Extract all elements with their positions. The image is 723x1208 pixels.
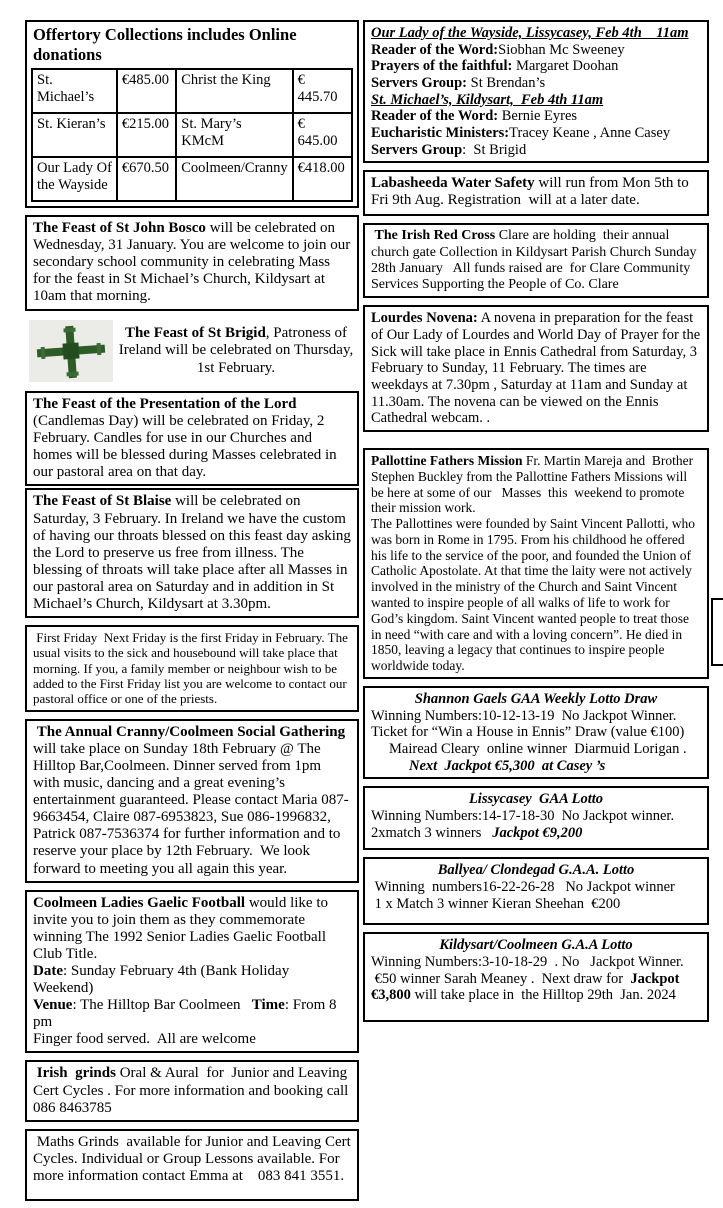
lotto-jackpot: Jackpot €9,200 <box>492 824 583 841</box>
offertory-cell: Christ the King <box>176 69 292 113</box>
section-pallottine-mission <box>363 448 709 679</box>
section-lourdes-novena <box>363 305 709 432</box>
pallottine-intro <box>371 453 701 516</box>
section-body: Clare are holding their annual church gate Collection in Kildysart Parish Church Sunday 28th January All funds raised are for Clare Community Services Supporting the People of Co. Clare <box>371 228 700 293</box>
offertory-cell: St. Kieran’s <box>32 113 117 157</box>
table-row <box>32 157 352 201</box>
venue-value: : The Hilltop Bar Coolmeen <box>72 997 252 1014</box>
table-row <box>32 69 352 113</box>
offertory-title: Offertory Collections includes Online donations <box>33 25 297 64</box>
section-st-brigid <box>25 318 359 384</box>
section-lead: Coolmeen Ladies Gaelic Football <box>33 894 246 911</box>
section-offertory-collections <box>25 20 359 208</box>
st-brigid-text <box>113 325 359 376</box>
lotto-jackpot: Jackpot €3,800 <box>371 970 684 1004</box>
reader-value: Siobhan Mc Sweeney <box>498 41 625 58</box>
st-brigids-cross-image <box>29 320 113 382</box>
offertory-cell: €670.50 <box>117 157 176 201</box>
lotto-numbers: Winning numbers16-22-26-28 No Jackpot winner <box>371 878 675 895</box>
ladies-football-venue-time <box>33 997 351 1031</box>
section-liturgy-rota <box>363 20 709 163</box>
section-irish-red-cross <box>363 223 709 298</box>
ladies-football-date <box>33 963 351 997</box>
servers-label: Servers Group: <box>371 75 467 92</box>
section-lead: The Annual Cranny/Coolmeen Social Gathering <box>33 723 346 740</box>
section-body: will take place on Sunday 18th February @ The Hilltop Bar,Coolmeen. Dinner served from 1pm with music, dancing and a great evening’s entertainment guaranteed. Please contact Maria 087-9663454, Claire 087-6953823, Sue 086-1996832, Patrick 087-7536374 for further information and to reserve your place by 12th February. We look forward to meeting you all again this year. <box>33 723 349 877</box>
section-body: will be celebrated on Wednesday, 31 January. You are welcome to join our secondary school community in celebrating Mass for the feast in St Michael’s Church, Kildysart at 10am that morning. <box>33 220 354 305</box>
ladies-football-intro <box>33 895 351 963</box>
lotto-title: Lissycasey GAA Lotto <box>468 791 604 808</box>
section-kildysart-coolmeen-lotto <box>363 932 709 1022</box>
servers-value: St Brendan’s <box>467 75 546 92</box>
st-brigids-cross-icon <box>29 320 113 382</box>
reader-row <box>371 42 701 59</box>
eucharistic-row <box>371 125 701 142</box>
section-lead: Labasheeda Water Safety <box>371 175 535 192</box>
offertory-cell: €215.00 <box>117 113 176 157</box>
lotto-title: Ballyea/ Clondegad G.A.A. Lotto <box>437 862 635 879</box>
st-john-bosco-text <box>33 220 354 305</box>
reader-label: Reader of the Word: <box>371 108 499 125</box>
eucharistic-label: Eucharistic Ministers: <box>371 125 510 142</box>
section-lead: The Irish Red Cross <box>371 228 496 244</box>
lourdes-text <box>371 310 704 427</box>
section-social-gathering <box>25 719 359 883</box>
offertory-cell: St. Michael’s <box>32 69 117 113</box>
lotto-ticket: Ticket for “Win a House in Ennis” Draw (value €100) <box>371 724 685 741</box>
prayers-label: Prayers of the faithful: <box>371 58 513 75</box>
servers-row <box>371 142 701 159</box>
section-body: , Patroness of Ireland will be celebrated on Thursday, 1st February. <box>118 325 357 376</box>
section-body: would like to invite you to join them as they commemorate winning The 1992 Senior Ladies Gaelic Football Club Title. <box>33 894 332 962</box>
section-st-blaise <box>25 488 359 618</box>
offertory-cell: € 645.00 <box>293 113 352 157</box>
michaels-header: St. Michael’s, Kildysart, Feb 4th 11am <box>371 91 604 108</box>
pallottine-history: The Pallottines were founded by Saint Vincent Pallotti, who was born in Rome in 1795. From his childhood he offered his life to the service of the poor, and founded the Union of Catholic Apostolate. At that time the laity were not actively involved in the ministry of the Church and Saint Vincent wanted to inspire people of all walks of life to work for God’s kingdom. Saint Vincent wanted people to treat those in need “with care and with a loving concern”. He died in 1850, leaving a legacy that continues to inspire people worldwide today. <box>371 516 699 674</box>
servers-row <box>371 75 701 92</box>
section-lead: The Feast of the Presentation of the Lord <box>33 396 297 412</box>
social-gathering-text <box>33 724 351 878</box>
section-labasheeda-water-safety <box>363 170 709 216</box>
reader-label: Reader of the Word: <box>371 41 499 58</box>
eucharistic-value: Tracey Keane , Anne Casey <box>509 125 671 142</box>
offertory-cell: St. Mary’s KMcM <box>176 113 292 157</box>
lotto-title: Kildysart/Coolmeen G.A.A Lotto <box>439 937 633 954</box>
lotto-numbers: Winning Numbers:14-17-18-30 No Jackpot winner. <box>371 807 675 824</box>
lotto-winners: €50 winner Sarah Meaney . Next draw for Jackpot €3,800 will take place in the Hilltop 29th Jan. 2024 <box>371 970 684 1004</box>
servers-value: : St Brigid <box>462 141 527 158</box>
red-cross-text <box>371 228 701 293</box>
servers-label: Servers Group <box>371 141 463 158</box>
section-shannon-gaels-lotto <box>363 686 709 779</box>
section-lead: The Feast of St Blaise <box>33 493 172 510</box>
venue-label: Venue <box>33 997 73 1014</box>
time-label: Time <box>251 997 285 1014</box>
section-body: (Candlemas Day) will be celebrated on Friday, 2 February. Candles for use in our Churches and homes will be blessed during Masses celebrated in our pastoral area on that day. <box>33 396 341 481</box>
section-body: will run from Mon 5th to Fri 9th Aug. Registration will at a later date. <box>371 175 693 209</box>
table-row <box>32 113 352 157</box>
section-lead: Irish grinds <box>33 1065 116 1082</box>
ladies-football-footer: Finger food served. All are welcome <box>33 1031 256 1048</box>
offertory-cell: €485.00 <box>117 69 176 113</box>
section-lissycasey-lotto <box>363 786 709 850</box>
section-ballyea-clondegad-lotto <box>363 857 709 925</box>
section-body: Fr. Martin Mareja and Brother Stephen Buckley from the Pallottine Fathers Missions will be here at some of our Masses this weekend to promote their mission work. <box>371 453 697 516</box>
section-lead: The Feast of St John Bosco <box>33 220 206 236</box>
offertory-cell: € 445.70 <box>293 69 352 113</box>
reader-row <box>371 108 701 125</box>
section-maths-grinds <box>25 1129 359 1201</box>
section-body: A novena in preparation for the feast of Our Lady of Lourdes and World Day of Prayer for the Sick will take place in Ennis Cathedral from Saturday, 3 February to Sunday, 11 February. The times are weekdays at 7.30pm , Saturday at 11am and Sunday at 11.30am. The novena can be viewed on the Ennis Cathedral webcam. . <box>371 310 704 427</box>
section-first-friday <box>25 625 359 712</box>
offertory-cell: Our Lady Of the Wayside <box>32 157 117 201</box>
edge-partial-box <box>711 598 723 666</box>
offertory-table <box>31 68 353 202</box>
first-friday-text: First Friday Next Friday is the first Friday in February. The usual visits to the sick and housebound will take place that morning. If you, a family member or neighbour wish to be added to the First Friday list you are welcome to contact our pastoral office or one of the priests. <box>33 630 352 707</box>
left-column <box>25 20 359 1208</box>
section-st-john-bosco <box>25 215 359 311</box>
section-body: will be celebrated on Saturday, 3 February. In Ireland we have the custom of having our throats blessed on this feast day asking the Lord to preserve us free from illness. The blessing of throats will take place after all Masses in our pastoral area on Saturday and in addition in St Michael’s Church, Kildysart at 3.30pm. <box>33 493 355 613</box>
section-presentation-of-the-lord <box>25 391 359 486</box>
lotto-winners: 1 x Match 3 winner Kieran Sheehan €200 <box>371 895 621 912</box>
presentation-text <box>33 396 351 481</box>
section-lead: Pallottine Fathers Mission <box>371 453 523 469</box>
section-ladies-football <box>25 890 359 1054</box>
lotto-numbers: Winning Numbers:10-12-13-19 No Jackpot Winner. <box>371 707 677 724</box>
section-lead: The Feast of St Brigid <box>124 325 266 342</box>
maths-grinds-text: Maths Grinds available for Junior and Leaving Cert Cycles. Individual or Group Lessons available. For more information contact Emma at 083 841 3551. <box>33 1133 355 1184</box>
section-body: Oral & Aural for Junior and Leaving Cert Cycles . For more information and booking call 086 8463785 <box>33 1065 353 1116</box>
section-lead: Lourdes Novena: <box>371 310 478 327</box>
time-value: : From 8 pm <box>33 997 341 1031</box>
irish-grinds-text <box>33 1065 351 1116</box>
lotto-winners: 2xmatch 3 winners Jackpot €9,200 <box>371 824 583 841</box>
offertory-cell: Coolmeen/Cranny <box>176 157 292 201</box>
lotto-next-jackpot: Next Jackpot €5,300 at Casey ’s <box>409 757 606 774</box>
st-blaise-text <box>33 493 355 613</box>
wayside-header: Our Lady of the Wayside, Lissycasey, Feb 4th 11am <box>371 25 689 41</box>
date-label: Date <box>33 962 63 979</box>
lotto-numbers: Winning Numbers:3-10-18-29 . No Jackpot Winner. <box>371 953 684 970</box>
section-irish-grinds <box>25 1060 359 1121</box>
lotto-title: Shannon Gaels GAA Weekly Lotto Draw <box>414 690 658 707</box>
date-value: : Sunday February 4th (Bank Holiday Weekend) <box>33 962 293 997</box>
right-column <box>363 20 709 1029</box>
reader-value: Bernie Eyres <box>498 108 578 125</box>
labasheeda-text <box>371 175 701 209</box>
prayers-row <box>371 58 701 75</box>
offertory-cell: €418.00 <box>293 157 352 201</box>
prayers-value: Margaret Doohan <box>512 58 619 75</box>
lotto-winners: Mairead Cleary online winner Diarmuid Lorigan . <box>385 740 687 757</box>
